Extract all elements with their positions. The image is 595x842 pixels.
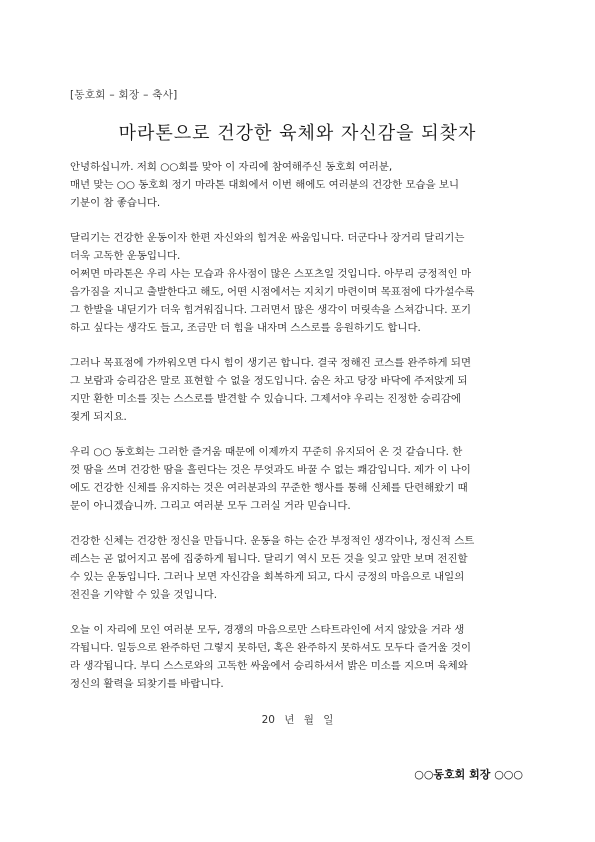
text-line: 전진을 기약할 수 있을 것입니다. — [70, 589, 217, 601]
text-line: 정신의 활력을 되찾기를 바랍니다. — [70, 678, 224, 690]
text-line: 에도 건강한 신체를 유지하는 것은 여러분과의 꾸준한 행사를 통해 신체를 단련해왔기 때 — [70, 482, 468, 494]
text-line: 건강한 신체는 건강한 정신을 만듭니다. 운동을 하는 순간 부정적인 생각이나, 정신적 스트 — [70, 535, 475, 547]
paragraph — [70, 354, 528, 426]
paragraph — [70, 443, 528, 515]
text-line: 라 생각됩니다. 부디 스스로와의 고독한 싸움에서 승리하셔서 밝은 미소를 지으며 육체와 — [70, 660, 468, 672]
text-line: 음가짐을 지니고 출발한다고 해도, 어떤 시점에서는 지치기 마련이며 목표점에 다가설수록 — [70, 286, 475, 298]
document-date: 20 년 월 일 — [261, 714, 334, 726]
text-line: 더욱 고독한 운동입니다. — [70, 250, 181, 262]
text-line: 수 있는 운동입니다. 그러나 보면 자신감을 회복하게 되고, 다시 긍정의 마음으로 내일의 — [70, 571, 465, 583]
text-line: 달리기는 건강한 운동이자 한편 자신와의 힘겨운 싸움입니다. 더군다나 장거리 달리기는 — [70, 232, 465, 244]
text-line: 문이 아니겠습니까. 그리고 여러분 모두 그러실 거라 믿습니다. — [70, 500, 351, 512]
document-category: [동호회 – 회장 – 축사] — [70, 89, 178, 101]
text-line: 하고 싶다는 생각도 들고, 조금만 더 힘을 내자며 스스로를 응원하기도 합니다. — [70, 322, 421, 334]
text-line: 젖게 되지요. — [70, 411, 127, 423]
text-line: 레스는 곧 없어지고 몸에 집중하게 됩니다. 달리기 역시 모든 것을 잊고 앞만 보며 전진할 — [70, 553, 468, 565]
paragraph — [70, 229, 528, 337]
text-line: 안녕하십니까. 저희 ○○회를 맞아 이 자리에 참여해주신 동호회 여러분, — [70, 161, 393, 173]
text-line: 오늘 이 자리에 모인 여러분 모두, 경쟁의 마음으로만 스타트라인에 서지 않았을 거라 생 — [70, 624, 465, 636]
document-title: 마라톤으로 건강한 육체와 자신감을 되찾자 — [118, 123, 477, 144]
text-line: 매년 맞는 ○○ 동호회 정기 마라톤 대회에서 이번 해에도 여러분의 건강한 모습을 보니 — [70, 179, 459, 191]
text-line: 그 보람과 승리감은 말로 표현할 수 없을 정도입니다. 숨은 차고 당장 바닥에 주저앉게 되 — [70, 375, 468, 387]
text-line: 지만 환한 미소를 짓는 스스로를 발견할 수 있습니다. 그제서야 우리는 진정한 승리감에 — [70, 393, 461, 405]
text-line: 껏 땀을 쓰며 건강한 땀을 흘린다는 것은 무엇과도 바꿀 수 없는 쾌감입니다. 제가 이 나이 — [70, 464, 471, 476]
text-line: 어쩌면 마라톤은 우리 사는 모습과 유사점이 많은 스포츠일 것입니다. 아무리 긍정적인 마 — [70, 268, 471, 280]
text-line: 기분이 참 좋습니다. — [70, 197, 161, 209]
text-line: 우리 ○○ 동호회는 그러한 즐거움 때문에 이제까지 꾸준히 유지되어 온 것 같습니다. 한 — [70, 446, 463, 458]
text-line: 그 한발을 내딛기가 더욱 힘겨워집니다. 그러면서 많은 생각이 머릿속을 스쳐갑니다. 포기 — [70, 304, 471, 316]
paragraph — [70, 532, 528, 604]
paragraph — [70, 621, 528, 693]
text-line: 그러나 목표점에 가까워오면 다시 힘이 생기곤 합니다. 결국 정해진 코스를 완주하게 되면 — [70, 357, 471, 369]
document-body — [70, 158, 528, 693]
signature: ○○동호회 회장 ○○○ — [414, 768, 523, 781]
text-line: 각됩니다. 일등으로 완주하던 그렇지 못하던, 혹은 완주하지 못하셔도 모두다 즐거울 것이 — [70, 642, 471, 654]
paragraph — [70, 158, 528, 212]
